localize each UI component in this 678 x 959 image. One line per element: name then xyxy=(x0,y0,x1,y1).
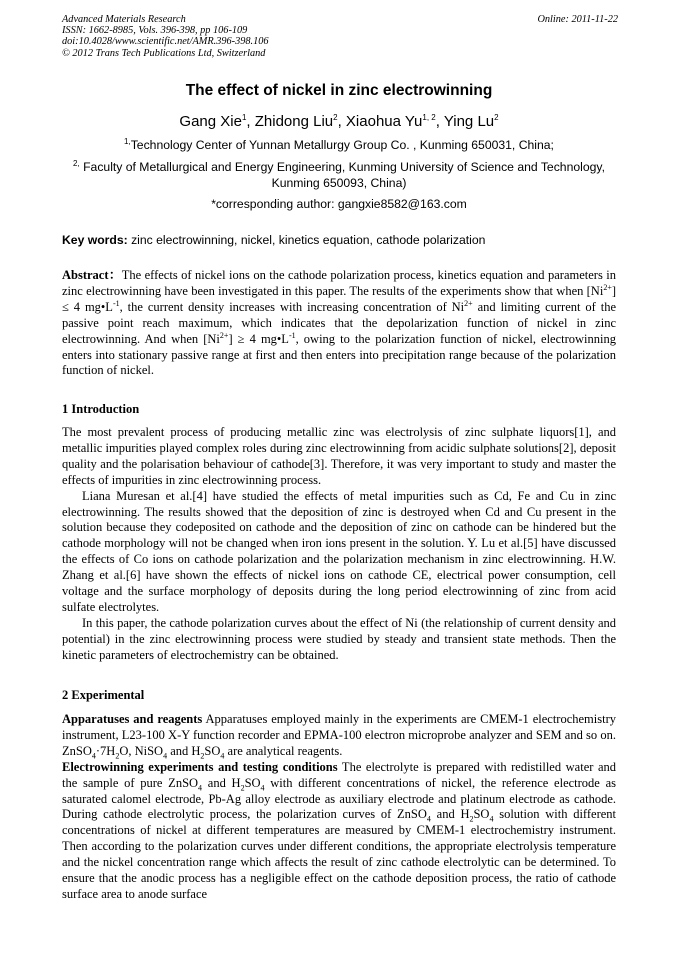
abstract-text: ] ≤ 4 mg•L xyxy=(62,283,616,314)
affiliation-sup: 2, xyxy=(73,158,80,168)
affiliation-sup: 1, xyxy=(124,136,131,146)
author-sup: 1 xyxy=(241,113,247,122)
paragraph-text: ·7H xyxy=(95,743,116,758)
affiliation-text: Faculty of Metallurgical and Energy Engineering, Kunming University of Science and Technology, Kunming 650093, China) xyxy=(83,160,605,190)
online-date: Online: 2011-11-22 xyxy=(537,14,618,25)
paragraph-text: and H xyxy=(202,775,241,790)
affiliation-1 xyxy=(62,138,616,154)
abstract-text: , owing to the polarization function of nickel, electrowinning enters into stationary passive range at first and then enters into precipitation range because of the polarization function of nickel. xyxy=(62,331,617,378)
paragraph: The most prevalent process of producing metallic zinc was electrolysis of zinc sulphate liquors[1], and metallic impurities played complex roles during zinc electrowinning from acidic sulphate solutions[2], deposit quality and the polarisation behaviour of cathode[3]. Therefore, it was very important to study and master the effects of impurities in zinc electrowinning process. xyxy=(62,425,616,487)
subscript: 4 xyxy=(426,814,431,824)
journal-name: Advanced Materials Research xyxy=(62,14,186,25)
abstract-text: ] ≥ 4 mg•L xyxy=(228,331,289,346)
copyright-line: © 2012 Trans Tech Publications Ltd, Switzerland xyxy=(62,47,266,59)
author-sup: 1, 2 xyxy=(422,113,436,122)
affiliation-text: Technology Center of Yunnan Metallurgy Group Co. , Kunming 650031, China; xyxy=(130,138,554,152)
author-list xyxy=(0,113,678,130)
subscript: 2 xyxy=(115,751,120,761)
paragraph-text: SO xyxy=(244,775,261,790)
paragraph-text: and H xyxy=(167,743,201,758)
author-sup: 2 xyxy=(333,113,338,122)
paragraph-text: solution with different concentrations of nickel at different temperatures are measured by CMEM-1 electrochemistry instrument. Then according to the polarization curves under different conditions, the appropriate electrolysis temperature and the nickel concentration range which affects the result of zinc cathode electrolytic can be determined. To ensure that the anodic process has a negligible effect on the cathode deposition process, the ratio of cathode surface area to anode surface xyxy=(62,807,617,901)
paragraph-text: O, NiSO xyxy=(119,743,164,758)
paragraph-text: Apparatuses employed mainly in the experiments are CMEM-1 electrochemistry instrument, L23-100 X-Y function recorder and EPMA-100 electron microprobe analyzer and SEM and so on. ZnSO xyxy=(62,712,616,758)
paragraph: Liana Muresan et al.[4] have studied the effects of metal impurities such as Cd, Fe and Cu in zinc electrowinning. The results showed that the deposition of zinc is destroyed when Cd and Cu present in the solution because they codeposited on cathode and the deposition of zinc on cathode can be hindered but the cathode morphology will not be changed when iron ions present in the solution. Y. Lu et al.[5] have discussed the effects of Co ions on cathode polarization and the polarization mechanism in zinc electrowinning. H.W. Zhang et al.[6] have shown the effects of nickel ions on cathode CE, electrical power consumption, cell voltage and the surface morphology of deposits during the long period electrowinning of zinc from acid sulfate electrolytes. xyxy=(62,488,616,614)
paragraph: In this paper, the cathode polarization curves about the effect of Ni (the relationship of current density and potential) in the zinc electrowinning process were studied by steady and transient state methods. Then the kinetic parameters of electrochemistry can be obtained. xyxy=(62,615,616,662)
paragraph-text: SO xyxy=(204,743,221,758)
subscript: 4 xyxy=(198,783,203,793)
doi-line: doi:10.4028/www.scientific.net/AMR.396-398.106 xyxy=(62,36,269,48)
running-header xyxy=(62,14,618,59)
subscript: 4 xyxy=(163,751,168,761)
subscript: 4 xyxy=(489,814,494,824)
subscript: 4 xyxy=(91,751,96,761)
introduction-body xyxy=(62,425,616,664)
corresponding-author: *corresponding author: gangxie8582@163.com xyxy=(211,197,467,211)
superscript: -1 xyxy=(112,298,120,308)
author: , Ying Lu xyxy=(435,113,495,130)
paragraph xyxy=(62,760,616,903)
subscript: 2 xyxy=(200,751,205,761)
experimental-body xyxy=(62,712,616,903)
paragraph-text: SO xyxy=(473,807,490,822)
superscript: 2+ xyxy=(603,282,612,292)
keywords-text: zinc electrowinning, nickel, kinetics equation, cathode polarization xyxy=(127,233,486,247)
paragraph xyxy=(62,712,616,760)
affiliation-2 xyxy=(62,160,616,191)
author: Gang Xie xyxy=(179,113,242,130)
author-sup: 2 xyxy=(494,113,499,122)
paper-title: The effect of nickel in zinc electrowinning xyxy=(185,82,493,99)
keywords xyxy=(62,233,616,247)
issn-line: ISSN: 1662-8985, Vols. 396-398, pp 106-109 xyxy=(62,25,248,37)
abstract-label: Abstract： xyxy=(62,268,122,282)
abstract-text: and limiting current of the passive point reach maximum, which indicates that the depolarization function of nickel in zinc electrowinning. And when [Ni xyxy=(62,299,616,346)
section-heading-experimental: 2 Experimental xyxy=(62,688,145,702)
author: , Xiaohua Yu xyxy=(337,113,423,130)
paragraph-text: The electrolyte is prepared with redistilled water and the sample of pure ZnSO xyxy=(62,759,617,790)
author: , Zhidong Liu xyxy=(246,113,334,130)
superscript: 2+ xyxy=(464,298,473,308)
superscript: -1 xyxy=(288,330,296,340)
subsection-label: Apparatuses and reagents xyxy=(62,712,203,726)
subscript: 4 xyxy=(220,751,225,761)
paragraph-text: and H xyxy=(430,807,470,822)
subscript: 2 xyxy=(469,814,474,824)
paragraph-text: are analytical reagents. xyxy=(224,743,343,758)
abstract-text: , the current density increases with increasing concentration of Ni xyxy=(119,299,465,314)
section-heading-introduction: 1 Introduction xyxy=(62,402,140,416)
subsection-label: Electrowinning experiments and testing conditions xyxy=(62,759,338,774)
subscript: 4 xyxy=(260,783,265,793)
keywords-label: Key words: xyxy=(62,233,128,247)
abstract xyxy=(62,268,616,379)
paragraph-text: with different concentrations of nickel, the reference electrode as saturated calomel electrode, Pb-Ag alloy electrode as auxiliary electrode and platinum electrode as cathode. During cathode electrolytic process, the polarization curves of ZnSO xyxy=(62,775,616,822)
superscript: 2+ xyxy=(219,330,229,340)
subscript: 2 xyxy=(240,783,245,793)
abstract-text: The effects of nickel ions on the cathode polarization process, kinetics equation and parameters in zinc electrowinning have been investigated in this paper. The results of the experiments show that when [Ni xyxy=(62,268,617,298)
